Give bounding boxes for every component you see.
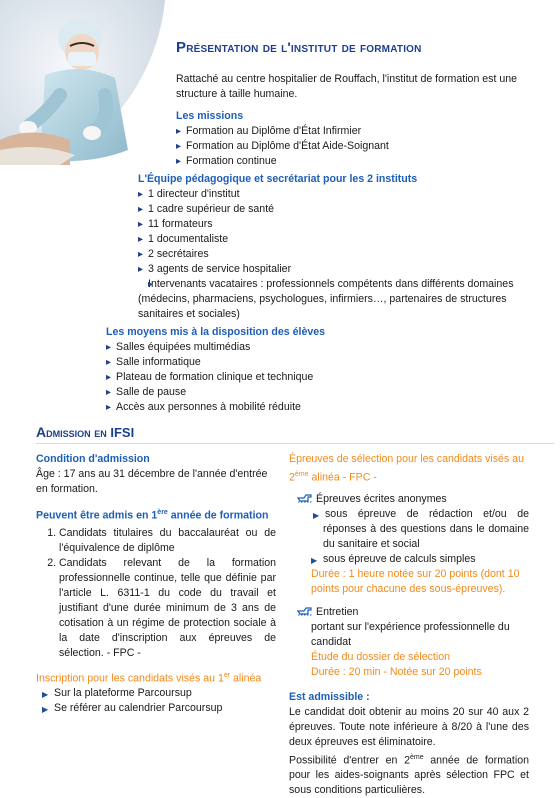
divider xyxy=(36,443,554,444)
admissible-heading: Est admissible : xyxy=(289,690,370,703)
entretien-title: Entretien xyxy=(289,604,529,620)
ecrites-title: Épreuves écrites anonymes xyxy=(289,491,529,507)
equipe-heading: L'Équipe pédagogique et secrétariat pour les 2 instituts xyxy=(138,173,418,185)
list-item: ▸ 1 documentaliste xyxy=(138,232,530,247)
list-item: 1. Candidats titulaires du baccalauréat ou de l'équivalence de diplôme xyxy=(59,526,276,556)
admission-left-column xyxy=(36,452,276,716)
list-item: ▸ Formation au Diplôme d'État Aide-Soignant xyxy=(176,139,532,154)
list-item: ▸ Formation continue xyxy=(176,154,532,169)
nurse-photo xyxy=(0,0,165,165)
list-item: ▸ Intervenants vacataires : professionnels compétents dans différents domaines (médecins, pharmaciens, psychologues, infirmiers…, partenaires de structures sanitaires et sociales) xyxy=(138,277,530,322)
condition-heading: Condition d'admission xyxy=(36,453,150,465)
pointing-hand-icon xyxy=(297,491,313,503)
list-item: ▸ Salle de pause xyxy=(106,385,526,400)
epreuves-heading: Épreuves de sélection pour les candidats visés au 2ème alinéa - FPC - xyxy=(289,453,524,484)
list-item: ▸ Plateau de formation clinique et technique xyxy=(106,370,526,385)
list-item: ▶ Se référer au calendrier Parcoursup xyxy=(42,701,276,716)
ecrites-list xyxy=(289,507,529,567)
inscription-heading: Inscription pour les candidats visés au 1er alinéa xyxy=(36,671,262,685)
list-item: ▶ sous épreuve de calculs simples xyxy=(311,552,529,567)
entretien-text: portant sur l'expérience professionnelle du candidat xyxy=(311,620,510,648)
equipe-list xyxy=(138,187,530,322)
peuvent-list xyxy=(36,526,276,661)
list-item: ▸ 3 agents de service hospitalier xyxy=(138,262,530,277)
list-item: 2. Candidats relevant de la formation professionnelle continue, telle que définie par l'article L. 6311-1 du code du travail et justifiant d'une durée minimum de 3 ans de cotisation à un régime de protection sociale à la date d'inscription aux épreuves de sélection. - FPC - xyxy=(59,556,276,661)
list-item: ▶ sous épreuve de rédaction et/ou de réponses à des questions dans le domaine du sanitaire et social xyxy=(311,507,529,552)
admission-title: Admission en IFSI xyxy=(36,424,135,440)
list-item: ▸ 1 cadre supérieur de santé xyxy=(138,202,530,217)
list-item: ▸ Formation au Diplôme d'État Infirmier xyxy=(176,124,532,139)
admission-right-column xyxy=(289,452,529,798)
possibilite-text: Possibilité d'entrer en 2ème année de formation pour les aides-soignants après sélection FPC et sous conditions particulières. xyxy=(289,753,529,797)
missions-heading: Les missions xyxy=(176,110,244,122)
entretien-duree: Durée : 20 min - Notée sur 20 points xyxy=(311,665,482,678)
missions-list xyxy=(176,124,532,169)
condition-text: Âge : 17 ans au 31 décembre de l'année d'entrée en formation. xyxy=(36,468,268,495)
peuvent-heading: Peuvent être admis en 1ère année de formation xyxy=(36,509,269,522)
presentation-intro: Rattaché au centre hospitalier de Rouffach, l'institut de formation est une structure à taille humaine. xyxy=(176,73,518,100)
inscription-list xyxy=(36,686,276,716)
pointing-hand-icon xyxy=(297,604,313,616)
moyens-list xyxy=(106,340,526,415)
list-item: ▸ 2 secrétaires xyxy=(138,247,530,262)
presentation-title: Présentation de l'institut de formation xyxy=(176,39,422,56)
entretien-etude: Étude du dossier de sélection xyxy=(311,650,450,663)
admissible-text: Le candidat doit obtenir au moins 20 sur 40 aux 2 épreuves. Toute note inférieure à 8/20 à l'une des deux épreuves est éliminatoire. xyxy=(289,705,529,748)
list-item: ▸ Salle informatique xyxy=(106,355,526,370)
list-item: ▸ 1 directeur d'institut xyxy=(138,187,530,202)
moyens-heading: Les moyens mis à la disposition des élèves xyxy=(106,326,326,338)
list-item: ▸ Accès aux personnes à mobilité réduite xyxy=(106,400,526,415)
list-item: ▸ Salles équipées multimédias xyxy=(106,340,526,355)
ecrites-duree: Durée : 1 heure notée sur 20 points (dont 10 points pour chacune des sous-épreuves). xyxy=(311,567,520,595)
list-item: ▸ 11 formateurs xyxy=(138,217,530,232)
list-item: ▶ Sur la plateforme Parcoursup xyxy=(42,686,276,701)
